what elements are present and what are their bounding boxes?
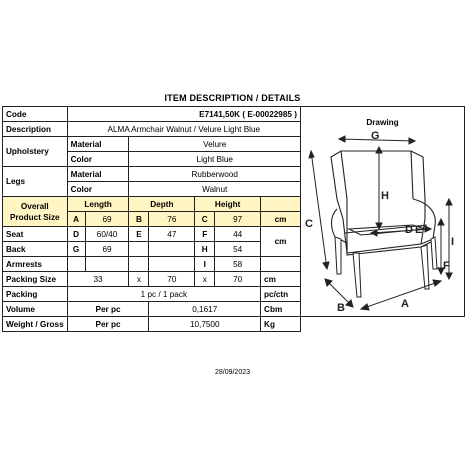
row-weight <box>3 317 465 332</box>
dim-d-code: D <box>67 227 85 242</box>
label-c: C <box>304 218 313 230</box>
legs-color-value: Walnut <box>129 182 301 197</box>
label-f: F <box>442 260 450 272</box>
volume-label: Volume <box>3 302 68 317</box>
dim-f-value: 44 <box>215 227 261 242</box>
overall-size-label: Overall Product Size <box>3 197 68 227</box>
dimension-lines <box>309 136 455 310</box>
weight-per: Per pc <box>67 317 149 332</box>
dim-c-code: C <box>195 212 215 227</box>
dim-a-value: 69 <box>85 212 129 227</box>
upholstery-material-value: Velure <box>129 137 301 152</box>
label-d: D <box>404 224 413 236</box>
dim-e-code: E <box>129 227 149 242</box>
label-b: B <box>336 302 345 314</box>
overall-unit: cm <box>261 212 301 227</box>
weight-value: 10,7500 <box>149 317 261 332</box>
seat-back-unit: cm <box>261 227 301 257</box>
armrests-empty-3 <box>129 257 149 272</box>
description-label: Description <box>3 122 68 137</box>
back-empty-1 <box>129 242 149 257</box>
length-header: Length <box>67 197 129 212</box>
packing-dim-1: 33 <box>67 272 129 287</box>
armrests-empty-1 <box>67 257 85 272</box>
dim-e-value: 47 <box>149 227 195 242</box>
dim-g-value: 69 <box>85 242 129 257</box>
legs-color-label: Color <box>67 182 129 197</box>
dim-h-code: H <box>195 242 215 257</box>
back-empty-2 <box>149 242 195 257</box>
document-title: ITEM DESCRIPTION / DETAILS <box>164 93 301 103</box>
armrests-unit-empty <box>261 257 301 272</box>
armchair-drawing <box>301 129 465 317</box>
armrests-empty-2 <box>85 257 129 272</box>
label-h: H <box>380 190 389 202</box>
drawing-panel <box>300 107 464 317</box>
upholstery-color-label: Color <box>67 152 129 167</box>
description-value: ALMA Armchair Walnut / Velure Light Blue <box>67 122 300 137</box>
drawing-title: Drawing <box>366 118 399 127</box>
packing-size-label: Packing Size <box>3 272 68 287</box>
unit-header <box>261 197 301 212</box>
spec-table <box>2 106 465 332</box>
upholstery-label: Upholstery <box>3 137 68 167</box>
document-date: 28/09/2023 <box>214 369 251 376</box>
height-header: Height <box>195 197 261 212</box>
packing-unit: pc/ctn <box>261 287 301 302</box>
upholstery-color-value: Light Blue <box>129 152 301 167</box>
legs-material-label: Material <box>67 167 129 182</box>
volume-value: 0,1617 <box>149 302 261 317</box>
code-value: E7141,50K ( E-00022985 ) <box>67 107 300 122</box>
dim-b-code: B <box>129 212 149 227</box>
packing-dim-3: 70 <box>215 272 261 287</box>
label-e: E <box>414 224 423 236</box>
volume-per: Per pc <box>67 302 149 317</box>
packing-x-1: x <box>129 272 149 287</box>
dim-b-value: 76 <box>149 212 195 227</box>
volume-unit: Cbm <box>261 302 301 317</box>
dim-f-code: F <box>195 227 215 242</box>
dim-g-code: G <box>67 242 85 257</box>
chair-outline <box>331 151 435 255</box>
armrests-empty-4 <box>149 257 195 272</box>
weight-label: Weight / Gross <box>3 317 68 332</box>
seat-label: Seat <box>3 227 68 242</box>
packing-value: 1 pc / 1 pack <box>67 287 260 302</box>
back-label: Back <box>3 242 68 257</box>
packing-label: Packing <box>3 287 68 302</box>
packing-x-2: x <box>195 272 215 287</box>
packing-dim-2: 70 <box>149 272 195 287</box>
label-g: G <box>370 130 380 142</box>
legs-label: Legs <box>3 167 68 197</box>
dim-d-value: 60/40 <box>85 227 129 242</box>
upholstery-material-label: Material <box>67 137 129 152</box>
dim-a-code: A <box>67 212 85 227</box>
dim-i-code: I <box>195 257 215 272</box>
dim-i-value: 58 <box>215 257 261 272</box>
weight-unit: Kg <box>261 317 301 332</box>
code-label: Code <box>3 107 68 122</box>
dim-c-value: 97 <box>215 212 261 227</box>
label-a: A <box>400 298 409 310</box>
depth-header: Depth <box>129 197 195 212</box>
dimension-labels <box>305 130 454 314</box>
dim-h-value: 54 <box>215 242 261 257</box>
packing-size-unit: cm <box>261 272 301 287</box>
armrests-label: Armrests <box>3 257 68 272</box>
row-code <box>3 107 465 122</box>
label-i: I <box>450 236 455 248</box>
legs-material-value: Rubberwood <box>129 167 301 182</box>
